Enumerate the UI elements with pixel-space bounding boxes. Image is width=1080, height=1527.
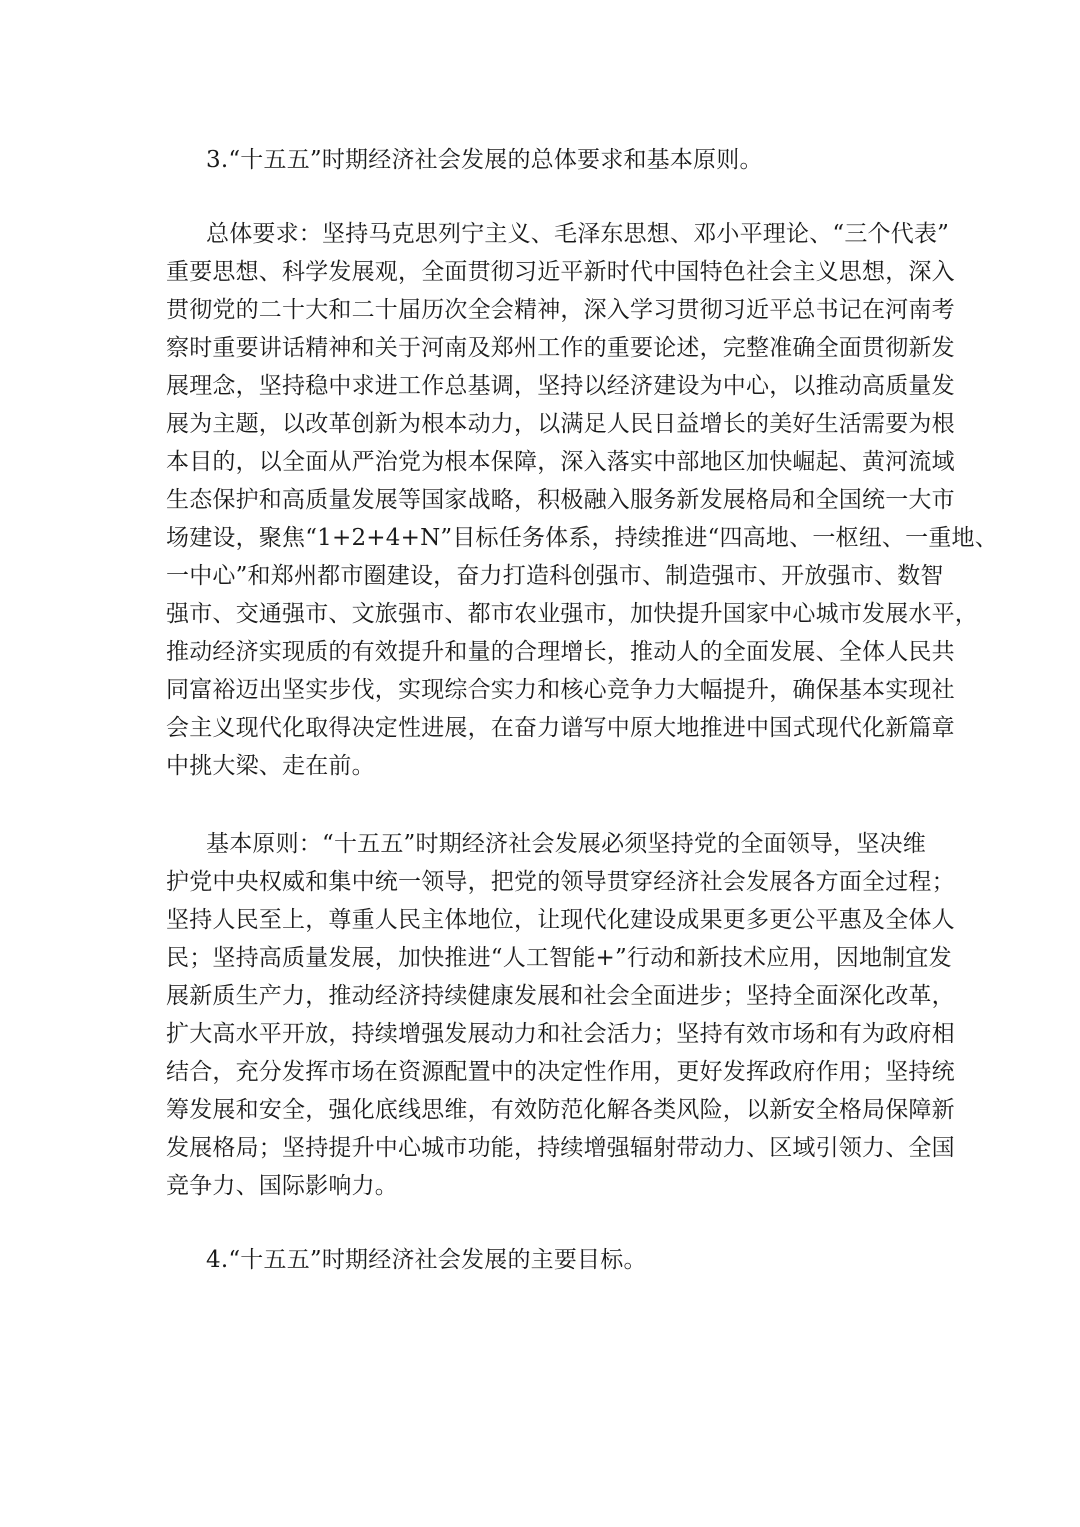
paragraph-line: 展新质生产力，推动经济持续健康发展和社会全面进步；坚持全面深化改革， [166,983,955,1009]
paragraph-line: 民；坚持高质量发展，加快推进“人工智能+”行动和新技术应用，因地制宜发 [166,945,952,971]
paragraph-line: 强市、交通强市、文旅强市、都市农业强市，加快提升国家中心城市发展水平， [166,601,978,627]
paragraph-line: 重要思想、科学发展观，全面贯彻习近平新时代中国特色社会主义思想，深入 [166,259,955,285]
paragraph-line: 坚持人民至上，尊重人民主体地位，让现代化建设成果更多更公平惠及全体人 [166,907,955,933]
paragraph-line: 推动经济实现质的有效提升和量的合理增长，推动人的全面发展、全体人民共 [166,639,955,665]
paragraph-line: 展理念，坚持稳中求进工作总基调，坚持以经济建设为中心，以推动高质量发 [166,373,955,399]
paragraph-line: 一中心”和郑州都市圈建设，奋力打造科创强市、制造强市、开放强市、数智 [166,563,944,589]
paragraph-line: 扩大高水平开放，持续增强发展动力和社会活力；坚持有效市场和有为政府相 [166,1021,955,1047]
paragraph-line: 贯彻党的二十大和二十届历次全会精神，深入学习贯彻习近平总书记在河南考 [166,297,955,323]
paragraph-line: 场建设，聚焦“1+2+4+N”目标任务体系，持续推进“四高地、一枢纽、一重地、 [166,525,998,551]
paragraph-line: 竞争力、国际影响力。 [166,1173,398,1199]
paragraph-line: 总体要求：坚持马克思列宁主义、毛泽东思想、邓小平理论、“三个代表” [206,221,950,247]
paragraph-line: 察时重要讲话精神和关于河南及郑州工作的重要论述，完整准确全面贯彻新发 [166,335,955,361]
paragraph-line: 结合，充分发挥市场在资源配置中的决定性作用，更好发挥政府作用；坚持统 [166,1059,955,1085]
paragraph-line: 本目的，以全面从严治党为根本保障，深入落实中部地区加快崛起、黄河流域 [166,449,955,475]
paragraph-line: 筹发展和安全，强化底线思维，有效防范化解各类风险，以新安全格局保障新 [166,1097,955,1123]
paragraph-line: 生态保护和高质量发展等国家战略，积极融入服务新发展格局和全国统一大市 [166,487,955,513]
paragraph-line: 基本原则：“十五五”时期经济社会发展必须坚持党的全面领导，坚决维 [206,831,926,857]
paragraph-line: 发展格局；坚持提升中心城市功能，持续增强辐射带动力、区域引领力、全国 [166,1135,955,1161]
section-heading-3: 3.“十五五”时期经济社会发展的总体要求和基本原则。 [206,147,763,173]
paragraph-line: 中挑大梁、走在前。 [166,753,375,779]
paragraph-line: 护党中央权威和集中统一领导，把党的领导贯穿经济社会发展各方面全过程； [166,869,955,895]
paragraph-line: 展为主题，以改革创新为根本动力，以满足人民日益增长的美好生活需要为根 [166,411,955,437]
paragraph-line: 会主义现代化取得决定性进展，在奋力谱写中原大地推进中国式现代化新篇章 [166,715,955,741]
section-heading-4: 4.“十五五”时期经济社会发展的主要目标。 [206,1247,647,1273]
paragraph-line: 同富裕迈出坚实步伐，实现综合实力和核心竞争力大幅提升，确保基本实现社 [166,677,955,703]
